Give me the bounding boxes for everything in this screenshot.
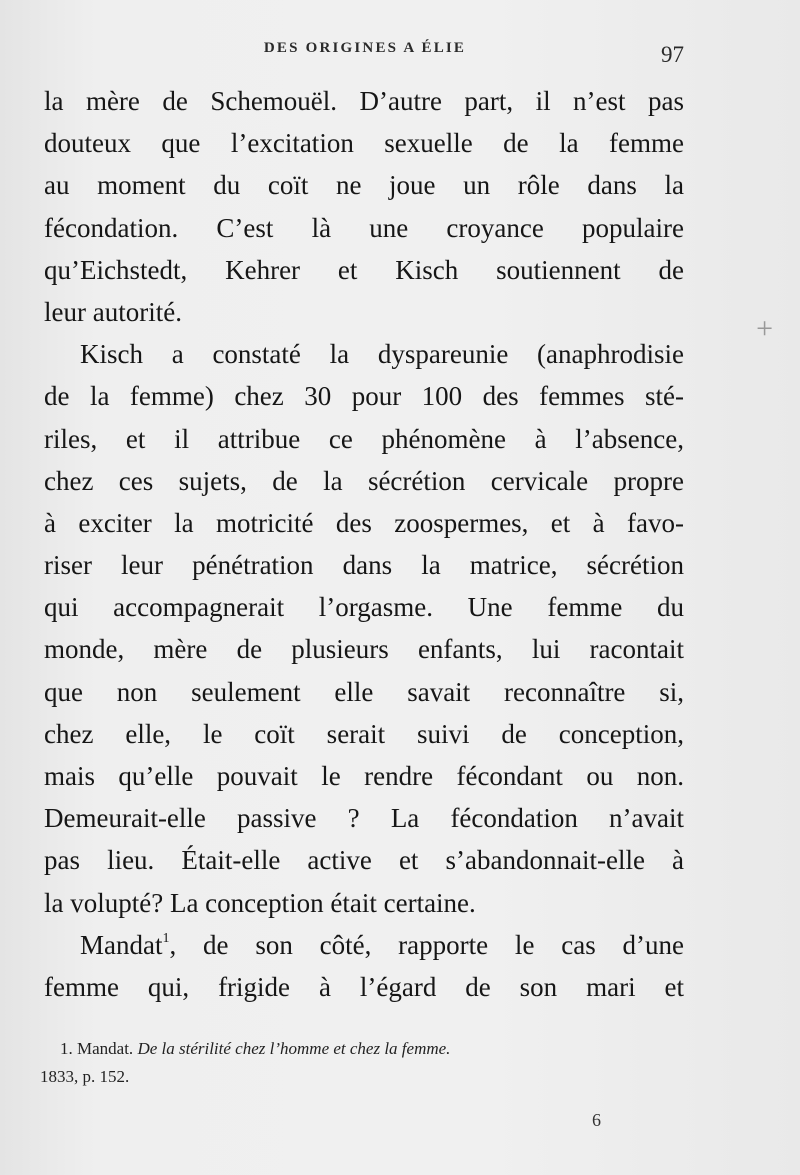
page-number: 97 (661, 42, 684, 67)
page-header (40, 36, 690, 72)
footnote-ref: 1 (162, 930, 170, 946)
footnote-author: Mandat (80, 929, 163, 960)
footnote-title: De la stérilité chez l’homme et chez la femme. (137, 1039, 451, 1058)
text-line: Kisch a constaté la dyspareunie (anaphrodisie (80, 339, 684, 370)
text-line: que non seulement elle savait reconnaître si, (44, 676, 684, 707)
line-rest: , de son côté, rapporte le cas d’une (169, 929, 684, 960)
text-line: leur autorité. (44, 296, 182, 327)
text-line: riles, et il attribue ce phénomène à l’absence, (44, 423, 684, 454)
footnote-line (40, 1035, 672, 1063)
text-line: la mère de Schemouël. D’autre part, il n’est pas (44, 86, 684, 116)
text-line: chez elle, le coït serait suivi de conception, (44, 718, 684, 749)
text-line: la volupté? La conception était certaine. (44, 887, 476, 918)
text-line: fécondation. C’est là une croyance populaire (44, 212, 684, 243)
text-line: qui accompagnerait l’orgasme. Une femme du (44, 592, 684, 623)
text-line: monde, mère de plusieurs enfants, lui racontait (44, 634, 684, 665)
text-line: mais qu’elle pouvait le rendre fécondant ou non. (44, 761, 684, 791)
text-line: de la femme) chez 30 pour 100 des femmes sté- (44, 381, 684, 412)
margin-mark: + (756, 312, 773, 345)
text-line-with-footnote-ref (44, 924, 684, 966)
footnote-number: 1. Mandat. (60, 1039, 138, 1058)
running-head: DES ORIGINES A ÉLIE (263, 40, 467, 56)
text-line: à exciter la motricité des zoospermes, et à favo- (44, 507, 684, 538)
text-line: riser leur pénétration dans la matrice, sécrétion (44, 550, 684, 581)
body-text (44, 80, 684, 1008)
footnote-line: 1833, p. 152. (40, 1067, 130, 1086)
footnote (40, 1035, 672, 1091)
text-line: pas lieu. Était-elle active et s’abandonnait-elle à (44, 845, 684, 876)
text-line: douteux que l’excitation sexuelle de la femme (44, 128, 684, 159)
text-line: chez ces sujets, de la sécrétion cervicale propre (44, 465, 684, 496)
text-line: qu’Eichstedt, Kehrer et Kisch soutiennent de (44, 254, 684, 285)
text-line: Demeurait-elle passive ? La fécondation n’avait (44, 803, 684, 834)
text-line: femme qui, frigide à l’égard de son mari et (44, 971, 684, 1002)
text-line: au moment du coït ne joue un rôle dans la (44, 170, 684, 201)
signature-number: 6 (592, 1110, 601, 1130)
